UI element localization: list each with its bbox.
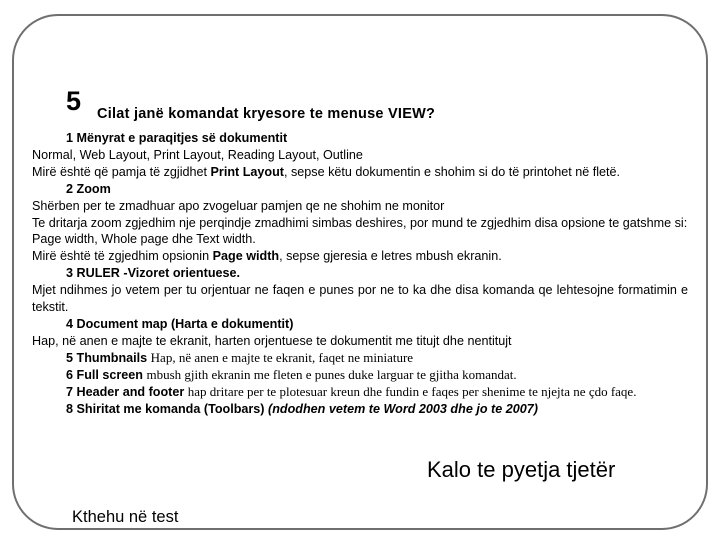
text-part-bold: Print Layout	[210, 164, 284, 179]
text-part-bold: 5 Thumbnails	[66, 350, 151, 365]
text-part: , sepse gjeresia e letres mbush ekranin.	[279, 249, 502, 264]
text-page-width-note	[32, 248, 688, 265]
text-print-layout-note	[32, 164, 688, 181]
text-part: Mirë është të zgjedhim opsionin	[32, 249, 213, 264]
text-part-serif: mbush gjith ekranin me fleten e punes duke larguar te gjitha komandat.	[146, 366, 517, 382]
text-part-bold: Page width	[212, 249, 280, 264]
text-part-bold-italic: (ndodhen vetem te Word 2003 dhe jo te 2007)	[268, 401, 538, 416]
heading-zoom: 2 Zoom	[66, 181, 111, 196]
back-to-test-link[interactable]: Kthehu në test	[72, 508, 179, 526]
answer-body	[32, 130, 688, 417]
item-full-screen	[32, 367, 688, 384]
item-header-footer	[32, 384, 688, 401]
text-part-bold: 6 Full screen	[66, 367, 147, 382]
heading-view-modes: 1 Mënyrat e paraqitjes së dokumentit	[66, 131, 288, 145]
heading-document-map: 4 Document map (Harta e dokumentit)	[66, 316, 294, 331]
text-part-serif: Hap, në anen e majte te ekranit, faqet ne miniature	[150, 349, 414, 365]
text-document-map: Hap, në anen e majte te ekranit, harten orjentuese te dokumentit me titujt dhe nentitujt	[32, 333, 512, 348]
question-title: Cilat janë komandat kryesore te menuse VIEW?	[97, 106, 436, 122]
text-view-modes-list: Normal, Web Layout, Print Layout, Reading Layout, Outline	[32, 147, 363, 162]
next-question-link[interactable]: Kalo te pyetja tjetër	[427, 457, 616, 482]
text-part-bold: 7 Header and footer	[66, 384, 188, 399]
item-toolbars	[32, 401, 688, 418]
question-number: 5	[66, 86, 82, 116]
text-zoom-purpose: Shërben per te zmadhuar apo zvogeluar pamjen qe ne shohim ne monitor	[32, 198, 445, 213]
text-zoom-dialog: Te dritarja zoom zgjedhim nje perqindje zmadhimi simbas deshires, por mund te zgjedhim disa opsione te gatshme si:	[32, 215, 688, 230]
item-thumbnails	[32, 350, 688, 367]
text-zoom-options: Page width, Whole page dhe Text width.	[32, 232, 256, 247]
heading-ruler: 3 RULER -Vizoret orientuese.	[66, 266, 241, 281]
text-part-bold: 8 Shiritat me komanda (Toolbars)	[66, 401, 269, 416]
text-part: , sepse këtu dokumentin e shohim si do të printohet në fletë.	[283, 164, 621, 179]
text-ruler: Mjet ndihmes jo vetem per tu orjentuar ne faqen e punes por ne to ka dhe disa komanda qe lehtesojne formatimin e tekstit.	[32, 283, 688, 315]
text-part-serif: hap dritare per te plotesuar kreun dhe fundin e faqes per shenime te njejta ne çdo faqe.	[187, 383, 637, 399]
text-part: Mirë është që pamja të zgjidhet	[32, 164, 211, 179]
